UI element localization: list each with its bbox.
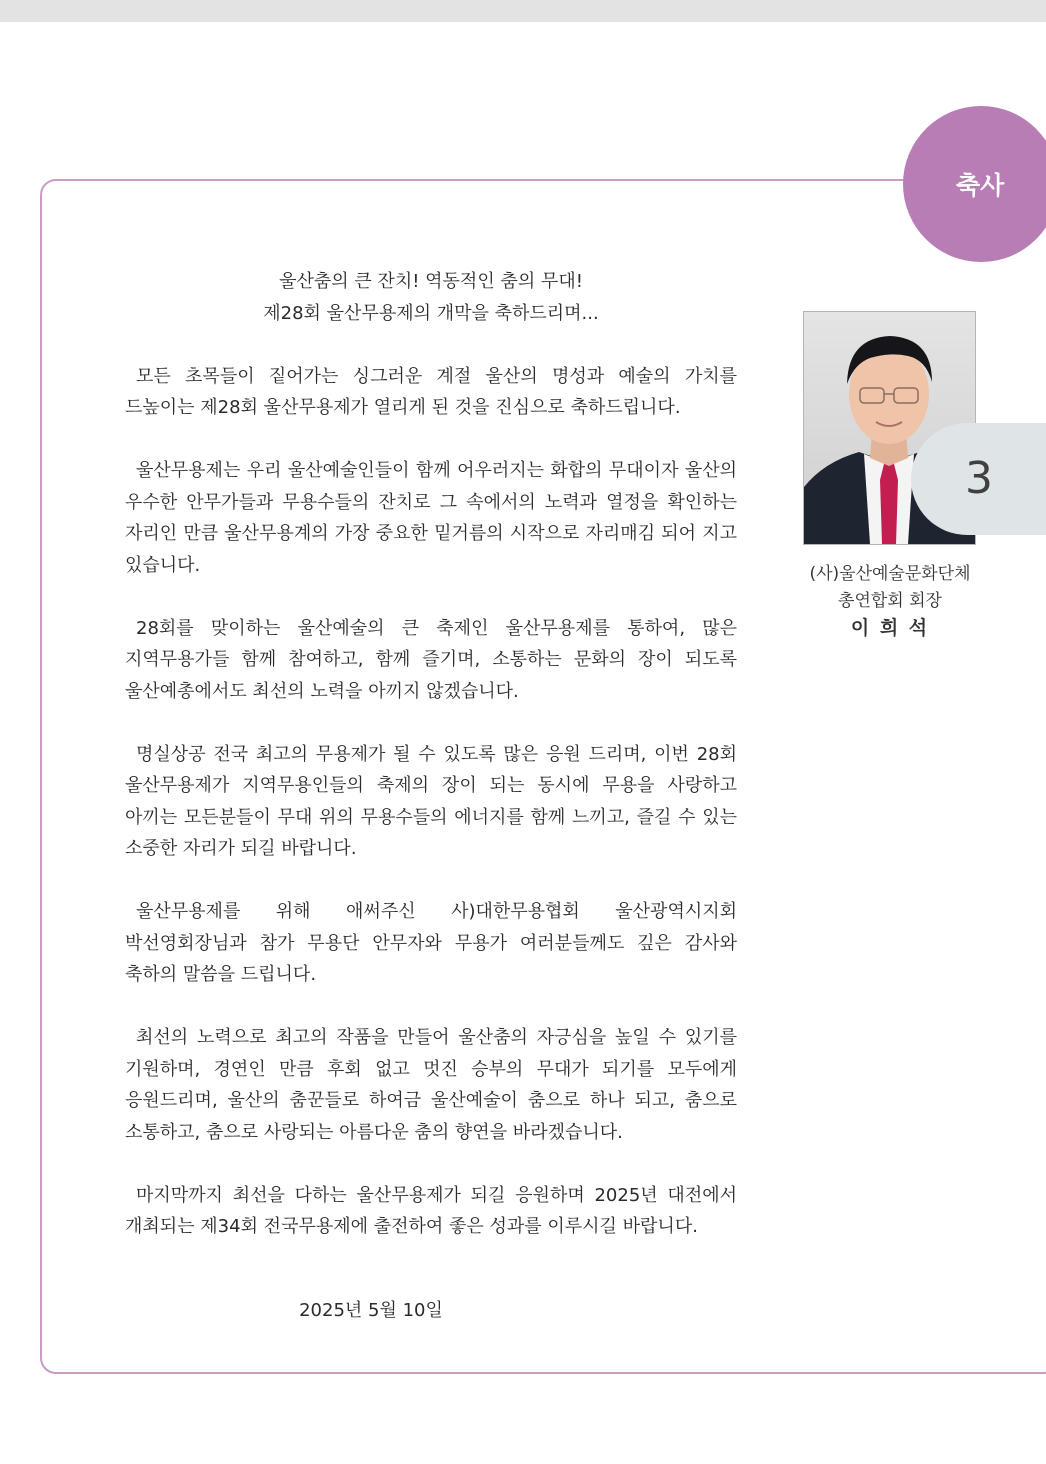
letter-title-line2: 제28회 울산무용제의 개막을 축하드리며... bbox=[263, 302, 599, 324]
letter-title-line1: 울산춤의 큰 잔치! 역동적인 춤의 무대! bbox=[279, 271, 583, 292]
top-bar bbox=[0, 0, 1046, 22]
section-label: 축사 bbox=[956, 171, 1005, 200]
author-caption bbox=[790, 561, 990, 642]
section-badge bbox=[903, 106, 1046, 262]
letter-paragraph: 28회를 맞이하는 울산예술의 큰 축제인 울산무용제를 통하여, 많은 지역무용가들 함께 참여하고, 함께 즐기며, 소통하는 문화의 장이 되도록 울산예총에서도 최선의 노력을 아끼지 않겠습니다. bbox=[125, 617, 737, 702]
author-org-line2: 총연합회 회장 bbox=[838, 591, 942, 611]
author-name: 이 희 석 bbox=[850, 617, 930, 639]
page-number-tab bbox=[911, 423, 1046, 535]
letter-paragraph: 울산무용제를 위해 애써주신 사)대한무용협회 울산광역시지회 박선영회장님과 참가 무용단 안무자와 무용가 여러분들께도 깊은 감사와 축하의 말씀을 드립니다. bbox=[125, 901, 737, 985]
letter-date: 2025년 5월 10일 bbox=[299, 1299, 443, 1321]
letter-paragraph: 명실상공 전국 최고의 무용제가 될 수 있도록 많은 응원 드리며, 이번 28회 울산무용제가 지역무용인들의 축제의 장이 되는 동시에 무용을 사랑하고 아끼는 모든분들이 무대 위의 무용수들의 에너지를 함께 느끼고, 즐길 수 있는 소중한 자리가 되길 바랍니다. bbox=[125, 743, 737, 859]
page-number: 3 bbox=[965, 453, 993, 504]
letter-paragraph: 울산무용제는 우리 울산예술인들이 함께 어우러지는 화합의 무대이자 울산의 우수한 안무가들과 무용수들의 잔치로 그 속에서의 노력과 열정을 확인하는 자리인 만큼 울산무용계의 가장 중요한 밑거름의 시작으로 자리매김 되어 지고 있습니다. bbox=[125, 460, 737, 576]
letter-paragraph: 마지막까지 최선을 다하는 울산무용제가 되길 응원하며 2025년 대전에서 개최되는 제34회 전국무용제에 출전하여 좋은 성과를 이루시길 바랍니다. bbox=[125, 1184, 737, 1237]
congratulatory-letter bbox=[125, 266, 737, 1326]
letter-paragraph: 모든 초목들이 짙어가는 싱그러운 계절 울산의 명성과 예술의 가치를 드높이는 제28회 울산무용제가 열리게 된 것을 진심으로 축하드립니다. bbox=[125, 365, 737, 418]
letter-paragraph: 최선의 노력으로 최고의 작품을 만들어 울산춤의 자긍심을 높일 수 있기를 기원하며, 경연인 만큼 후회 없고 멋진 승부의 무대가 되기를 모두에게 응원드리며, 울산의 춤꾼들로 하여금 울산예술이 춤으로 하나 되고, 춤으로 소통하고, 춤으로 사랑되는 아름다운 춤의 향연을 바라겠습니다. bbox=[125, 1027, 737, 1143]
author-org-line1: (사)울산예술문화단체 bbox=[809, 564, 971, 584]
